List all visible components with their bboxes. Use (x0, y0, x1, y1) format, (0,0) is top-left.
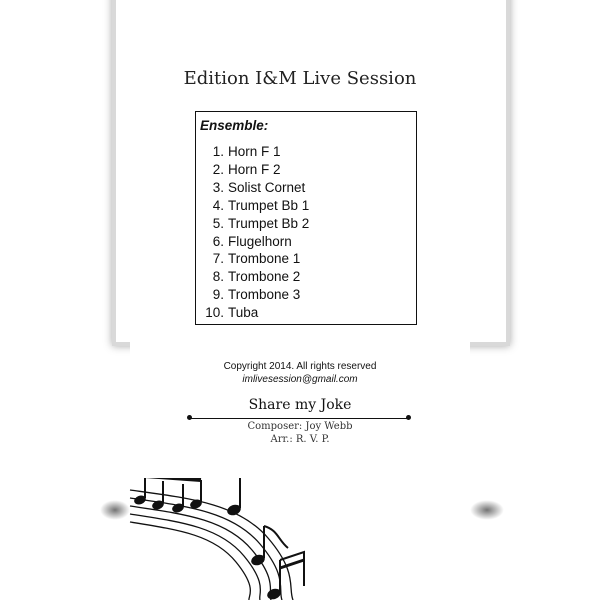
item-number: 4. (212, 197, 224, 213)
item-label: Trumpet Bb 2 (228, 215, 310, 231)
title-rule (190, 418, 408, 419)
item-label: Horn F 2 (228, 161, 281, 177)
item-number: 8. (212, 269, 224, 285)
copyright-text: Copyright 2014. All rights reserved (223, 361, 377, 372)
item-number: 10. (205, 305, 224, 321)
contact-email: imlivesession@gmail.com (242, 374, 358, 385)
item-label: Trombone 1 (228, 251, 301, 267)
rule-end-dot-right (406, 415, 411, 420)
item-label: Flugelhorn (228, 233, 292, 249)
ensemble-box (195, 111, 417, 325)
list-item (200, 197, 416, 215)
ensemble-heading: Ensemble: (200, 118, 269, 133)
item-number: 7. (212, 251, 224, 267)
song-title: Share my Joke (248, 397, 352, 413)
page-title: Edition I&M Live Session (183, 68, 417, 89)
item-number: 9. (212, 287, 224, 303)
list-item (200, 268, 416, 286)
arranger-credit: Arr.: R. V. P. (270, 434, 330, 445)
list-item (200, 161, 416, 179)
list-item (200, 215, 416, 233)
music-staff-illustration (128, 478, 328, 600)
item-number: 3. (212, 179, 224, 195)
list-item (200, 233, 416, 251)
item-number: 1. (212, 144, 224, 159)
item-label: Trombone 3 (228, 287, 301, 303)
item-number: 6. (212, 233, 224, 249)
list-item (200, 250, 416, 268)
sheet-shadow-right (470, 500, 504, 520)
sheet-shadow-left (100, 500, 130, 520)
composer-credit: Composer: Joy Webb (247, 421, 353, 432)
list-item (200, 179, 416, 197)
list-item (200, 143, 416, 161)
list-item (200, 286, 416, 304)
item-label: Solist Cornet (228, 179, 306, 195)
list-item (200, 304, 416, 322)
copyright-block (130, 360, 470, 386)
item-label: Horn F 1 (228, 144, 281, 159)
item-number: 2. (212, 161, 224, 177)
item-label: Tuba (228, 305, 259, 321)
item-number: 5. (212, 215, 224, 231)
item-label: Trombone 2 (228, 269, 301, 285)
item-label: Trumpet Bb 1 (228, 197, 310, 213)
ensemble-list (200, 143, 416, 322)
